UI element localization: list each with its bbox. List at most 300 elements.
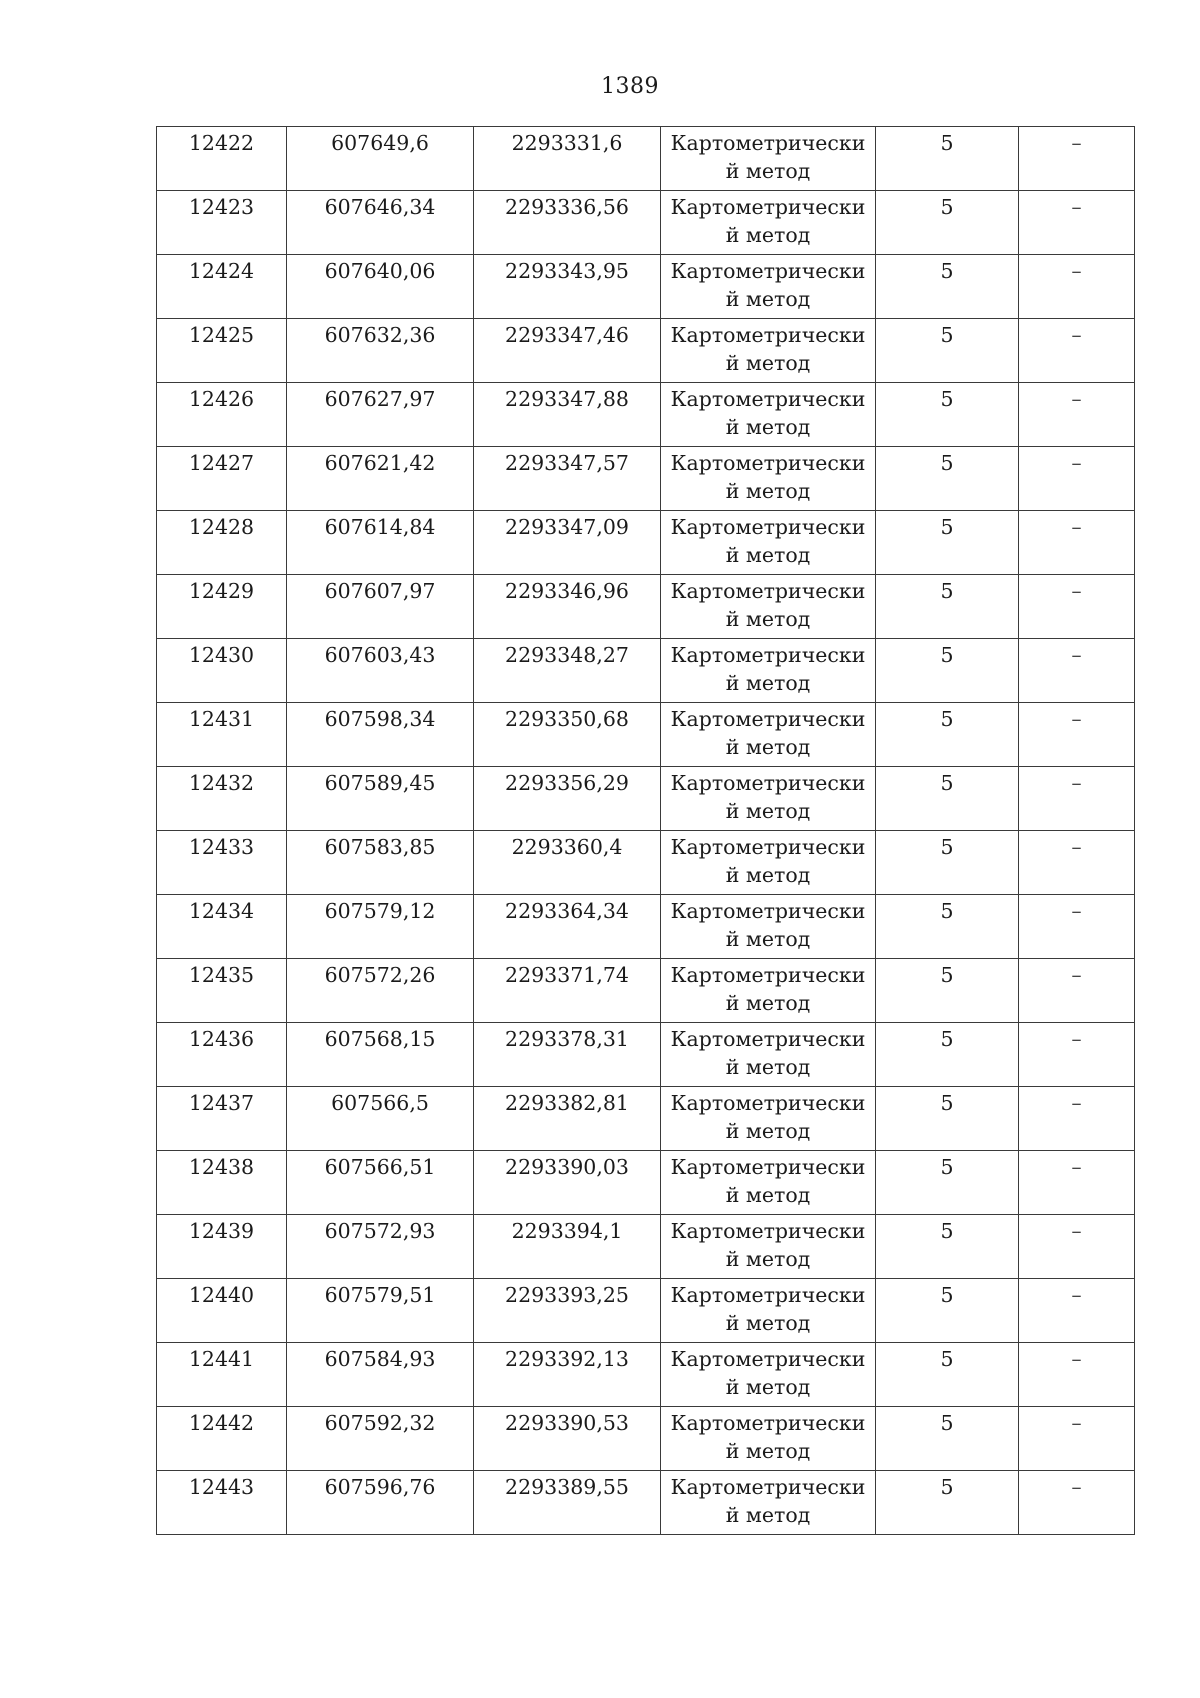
table-row — [157, 127, 1135, 191]
y-coordinate-cell — [474, 447, 661, 511]
point-number-value: 12433 — [188, 835, 255, 859]
accuracy-cell — [876, 447, 1019, 511]
x-coordinate-cell — [287, 1215, 474, 1279]
method-line2: й метод — [725, 351, 811, 375]
method-value: Картометрически — [670, 963, 866, 987]
y-coordinate-cell — [474, 831, 661, 895]
point-number-cell — [157, 1215, 287, 1279]
x-coordinate-value: 607596,76 — [324, 1475, 436, 1499]
point-number-value: 12431 — [188, 707, 255, 731]
method-value: Картометрически — [670, 1091, 866, 1115]
point-number-cell — [157, 1471, 287, 1535]
table-row — [157, 319, 1135, 383]
table-row — [157, 191, 1135, 255]
method-cell — [661, 1471, 876, 1535]
method-cell — [661, 319, 876, 383]
x-coordinate-cell — [287, 895, 474, 959]
table-row — [157, 639, 1135, 703]
point-number-cell — [157, 511, 287, 575]
accuracy-value: 5 — [940, 515, 954, 539]
y-coordinate-cell — [474, 1087, 661, 1151]
point-number-value: 12438 — [188, 1155, 255, 1179]
accuracy-cell — [876, 639, 1019, 703]
y-coordinate-value: 2293360,4 — [511, 835, 623, 859]
method-cell — [661, 767, 876, 831]
accuracy-value: 5 — [940, 835, 954, 859]
point-number-value: 12426 — [188, 387, 255, 411]
y-coordinate-cell — [474, 1279, 661, 1343]
accuracy-cell — [876, 1343, 1019, 1407]
method-cell — [661, 1151, 876, 1215]
x-coordinate-value: 607566,5 — [331, 1091, 429, 1115]
method-value: Картометрически — [670, 1155, 866, 1179]
x-coordinate-value: 607621,42 — [324, 451, 436, 475]
note-cell — [1019, 255, 1135, 319]
method-line2: й метод — [725, 479, 811, 503]
x-coordinate-cell — [287, 383, 474, 447]
method-line2: й метод — [725, 735, 811, 759]
y-coordinate-value: 2293347,09 — [505, 515, 629, 539]
accuracy-cell — [876, 1151, 1019, 1215]
method-line2: й метод — [725, 1503, 811, 1527]
note-value: – — [1071, 387, 1082, 411]
x-coordinate-cell — [287, 1087, 474, 1151]
accuracy-cell — [876, 831, 1019, 895]
x-coordinate-value: 607583,85 — [324, 835, 436, 859]
table-row — [157, 703, 1135, 767]
accuracy-cell — [876, 383, 1019, 447]
point-number-cell — [157, 191, 287, 255]
method-cell — [661, 1343, 876, 1407]
y-coordinate-value: 2293378,31 — [505, 1027, 629, 1051]
note-value: – — [1071, 1155, 1082, 1179]
method-line2: й метод — [725, 671, 811, 695]
y-coordinate-value: 2293393,25 — [505, 1283, 629, 1307]
note-value: – — [1071, 259, 1082, 283]
method-value: Картометрически — [670, 835, 866, 859]
note-cell — [1019, 767, 1135, 831]
x-coordinate-value: 607592,32 — [324, 1411, 436, 1435]
method-value: Картометрически — [670, 1475, 866, 1499]
method-cell — [661, 127, 876, 191]
method-line2: й метод — [725, 1247, 811, 1271]
x-coordinate-cell — [287, 959, 474, 1023]
note-cell — [1019, 703, 1135, 767]
x-coordinate-cell — [287, 127, 474, 191]
method-line2: й метод — [725, 1439, 811, 1463]
y-coordinate-cell — [474, 1023, 661, 1087]
point-number-cell — [157, 447, 287, 511]
y-coordinate-cell — [474, 1343, 661, 1407]
method-value: Картометрически — [670, 515, 866, 539]
accuracy-value: 5 — [940, 387, 954, 411]
y-coordinate-cell — [474, 127, 661, 191]
x-coordinate-cell — [287, 1151, 474, 1215]
method-cell — [661, 959, 876, 1023]
table-row — [157, 831, 1135, 895]
note-cell — [1019, 1279, 1135, 1343]
method-value: Картометрически — [670, 1283, 866, 1307]
point-number-cell — [157, 1023, 287, 1087]
method-line2: й метод — [725, 415, 811, 439]
note-value: – — [1071, 1283, 1082, 1307]
point-number-value: 12439 — [188, 1219, 255, 1243]
point-number-value: 12436 — [188, 1027, 255, 1051]
point-number-cell — [157, 639, 287, 703]
method-value: Картометрически — [670, 1347, 866, 1371]
point-number-value: 12430 — [188, 643, 255, 667]
note-cell — [1019, 319, 1135, 383]
y-coordinate-value: 2293346,96 — [505, 579, 629, 603]
note-cell — [1019, 575, 1135, 639]
method-cell — [661, 1215, 876, 1279]
note-cell — [1019, 1407, 1135, 1471]
point-number-value: 12424 — [188, 259, 255, 283]
method-value: Картометрически — [670, 259, 866, 283]
accuracy-cell — [876, 1279, 1019, 1343]
method-cell — [661, 511, 876, 575]
y-coordinate-value: 2293347,88 — [505, 387, 629, 411]
coordinates-table — [156, 126, 1135, 1535]
accuracy-cell — [876, 575, 1019, 639]
accuracy-cell — [876, 127, 1019, 191]
note-cell — [1019, 1151, 1135, 1215]
note-cell — [1019, 1343, 1135, 1407]
x-coordinate-value: 607649,6 — [331, 131, 429, 155]
point-number-cell — [157, 575, 287, 639]
accuracy-value: 5 — [940, 707, 954, 731]
accuracy-cell — [876, 319, 1019, 383]
note-cell — [1019, 639, 1135, 703]
method-value: Картометрически — [670, 1027, 866, 1051]
method-line2: й метод — [725, 799, 811, 823]
accuracy-value: 5 — [940, 1027, 954, 1051]
y-coordinate-cell — [474, 767, 661, 831]
method-cell — [661, 703, 876, 767]
table-row — [157, 1343, 1135, 1407]
method-cell — [661, 1087, 876, 1151]
note-value: – — [1071, 579, 1082, 603]
method-line2: й метод — [725, 159, 811, 183]
method-value: Картометрически — [670, 1219, 866, 1243]
x-coordinate-cell — [287, 703, 474, 767]
y-coordinate-cell — [474, 383, 661, 447]
table-row — [157, 767, 1135, 831]
y-coordinate-value: 2293394,1 — [511, 1219, 623, 1243]
y-coordinate-cell — [474, 191, 661, 255]
accuracy-cell — [876, 895, 1019, 959]
x-coordinate-value: 607566,51 — [324, 1155, 436, 1179]
method-cell — [661, 447, 876, 511]
method-line2: й метод — [725, 543, 811, 567]
method-value: Картометрически — [670, 899, 866, 923]
x-coordinate-value: 607572,93 — [324, 1219, 436, 1243]
x-coordinate-cell — [287, 1023, 474, 1087]
point-number-cell — [157, 767, 287, 831]
x-coordinate-cell — [287, 1279, 474, 1343]
method-cell — [661, 383, 876, 447]
point-number-value: 12440 — [188, 1283, 255, 1307]
table-row — [157, 447, 1135, 511]
point-number-cell — [157, 1343, 287, 1407]
accuracy-value: 5 — [940, 259, 954, 283]
method-cell — [661, 1023, 876, 1087]
x-coordinate-value: 607603,43 — [324, 643, 436, 667]
accuracy-cell — [876, 1471, 1019, 1535]
point-number-value: 12429 — [188, 579, 255, 603]
x-coordinate-cell — [287, 575, 474, 639]
method-value: Картометрически — [670, 323, 866, 347]
point-number-value: 12442 — [188, 1411, 255, 1435]
method-line2: й метод — [725, 1119, 811, 1143]
y-coordinate-cell — [474, 1407, 661, 1471]
y-coordinate-value: 2293364,34 — [505, 899, 629, 923]
page-number: 1389 — [601, 74, 659, 99]
method-line2: й метод — [725, 1055, 811, 1079]
x-coordinate-cell — [287, 511, 474, 575]
note-value: – — [1071, 131, 1082, 155]
method-cell — [661, 895, 876, 959]
y-coordinate-cell — [474, 575, 661, 639]
x-coordinate-value: 607589,45 — [324, 771, 436, 795]
point-number-cell — [157, 1087, 287, 1151]
table-row — [157, 1471, 1135, 1535]
note-cell — [1019, 191, 1135, 255]
note-cell — [1019, 895, 1135, 959]
method-cell — [661, 639, 876, 703]
note-cell — [1019, 1215, 1135, 1279]
note-value: – — [1071, 323, 1082, 347]
accuracy-cell — [876, 1023, 1019, 1087]
table-row — [157, 511, 1135, 575]
point-number-cell — [157, 255, 287, 319]
y-coordinate-cell — [474, 959, 661, 1023]
x-coordinate-value: 607646,34 — [324, 195, 436, 219]
y-coordinate-value: 2293348,27 — [505, 643, 629, 667]
method-value: Картометрически — [670, 451, 866, 475]
note-value: – — [1071, 835, 1082, 859]
table-row — [157, 1087, 1135, 1151]
note-value: – — [1071, 643, 1082, 667]
y-coordinate-value: 2293390,53 — [505, 1411, 629, 1435]
point-number-cell — [157, 127, 287, 191]
point-number-value: 12435 — [188, 963, 255, 987]
method-line2: й метод — [725, 1375, 811, 1399]
point-number-value: 12434 — [188, 899, 255, 923]
method-line2: й метод — [725, 607, 811, 631]
y-coordinate-value: 2293347,57 — [505, 451, 629, 475]
x-coordinate-value: 607607,97 — [324, 579, 436, 603]
coordinates-table-body — [157, 127, 1135, 1535]
table-row — [157, 1279, 1135, 1343]
accuracy-cell — [876, 255, 1019, 319]
method-value: Картометрически — [670, 131, 866, 155]
note-cell — [1019, 1471, 1135, 1535]
x-coordinate-value: 607640,06 — [324, 259, 436, 283]
accuracy-value: 5 — [940, 323, 954, 347]
y-coordinate-value: 2293350,68 — [505, 707, 629, 731]
y-coordinate-value: 2293336,56 — [505, 195, 629, 219]
note-value: – — [1071, 771, 1082, 795]
point-number-cell — [157, 1279, 287, 1343]
note-cell — [1019, 1087, 1135, 1151]
x-coordinate-cell — [287, 447, 474, 511]
method-cell — [661, 255, 876, 319]
method-value: Картометрически — [670, 387, 866, 411]
y-coordinate-value: 2293347,46 — [505, 323, 629, 347]
x-coordinate-value: 607627,97 — [324, 387, 436, 411]
y-coordinate-cell — [474, 895, 661, 959]
table-row — [157, 959, 1135, 1023]
y-coordinate-cell — [474, 1471, 661, 1535]
x-coordinate-value: 607572,26 — [324, 963, 436, 987]
point-number-value: 12423 — [188, 195, 255, 219]
table-row — [157, 383, 1135, 447]
accuracy-cell — [876, 1087, 1019, 1151]
accuracy-cell — [876, 703, 1019, 767]
accuracy-value: 5 — [940, 899, 954, 923]
x-coordinate-value: 607579,12 — [324, 899, 436, 923]
method-cell — [661, 191, 876, 255]
table-row — [157, 1151, 1135, 1215]
point-number-cell — [157, 1407, 287, 1471]
note-cell — [1019, 511, 1135, 575]
table-row — [157, 1407, 1135, 1471]
accuracy-value: 5 — [940, 195, 954, 219]
x-coordinate-cell — [287, 1471, 474, 1535]
point-number-cell — [157, 1151, 287, 1215]
x-coordinate-cell — [287, 831, 474, 895]
note-value: – — [1071, 1027, 1082, 1051]
method-cell — [661, 1279, 876, 1343]
y-coordinate-value: 2293389,55 — [505, 1475, 629, 1499]
accuracy-value: 5 — [940, 1347, 954, 1371]
y-coordinate-cell — [474, 639, 661, 703]
method-value: Картометрически — [670, 771, 866, 795]
accuracy-value: 5 — [940, 1283, 954, 1307]
note-cell — [1019, 383, 1135, 447]
y-coordinate-value: 2293392,13 — [505, 1347, 629, 1371]
x-coordinate-value: 607598,34 — [324, 707, 436, 731]
point-number-cell — [157, 895, 287, 959]
x-coordinate-cell — [287, 1407, 474, 1471]
accuracy-value: 5 — [940, 1155, 954, 1179]
accuracy-cell — [876, 959, 1019, 1023]
method-line2: й метод — [725, 863, 811, 887]
note-value: – — [1071, 1411, 1082, 1435]
method-cell — [661, 831, 876, 895]
y-coordinate-cell — [474, 255, 661, 319]
point-number-cell — [157, 383, 287, 447]
accuracy-value: 5 — [940, 1411, 954, 1435]
note-value: – — [1071, 963, 1082, 987]
y-coordinate-cell — [474, 1215, 661, 1279]
x-coordinate-cell — [287, 767, 474, 831]
y-coordinate-cell — [474, 703, 661, 767]
accuracy-cell — [876, 511, 1019, 575]
point-number-value: 12443 — [188, 1475, 255, 1499]
accuracy-value: 5 — [940, 1475, 954, 1499]
point-number-value: 12437 — [188, 1091, 255, 1115]
method-value: Картометрически — [670, 195, 866, 219]
y-coordinate-value: 2293331,6 — [511, 131, 623, 155]
point-number-value: 12441 — [188, 1347, 255, 1371]
table-row — [157, 1023, 1135, 1087]
method-cell — [661, 1407, 876, 1471]
table-row — [157, 255, 1135, 319]
y-coordinate-value: 2293371,74 — [505, 963, 629, 987]
y-coordinate-value: 2293382,81 — [505, 1091, 629, 1115]
accuracy-cell — [876, 191, 1019, 255]
x-coordinate-value: 607614,84 — [324, 515, 436, 539]
accuracy-value: 5 — [940, 643, 954, 667]
x-coordinate-value: 607584,93 — [324, 1347, 436, 1371]
y-coordinate-cell — [474, 319, 661, 383]
note-value: – — [1071, 1219, 1082, 1243]
accuracy-value: 5 — [940, 1091, 954, 1115]
method-line2: й метод — [725, 991, 811, 1015]
method-value: Картометрически — [670, 643, 866, 667]
note-cell — [1019, 1023, 1135, 1087]
method-line2: й метод — [725, 287, 811, 311]
note-cell — [1019, 831, 1135, 895]
method-value: Картометрически — [670, 707, 866, 731]
accuracy-cell — [876, 1407, 1019, 1471]
point-number-value: 12427 — [188, 451, 255, 475]
note-value: – — [1071, 195, 1082, 219]
point-number-value: 12432 — [188, 771, 255, 795]
y-coordinate-value: 2293343,95 — [505, 259, 629, 283]
note-value: – — [1071, 899, 1082, 923]
method-line2: й метод — [725, 1183, 811, 1207]
x-coordinate-cell — [287, 319, 474, 383]
accuracy-cell — [876, 767, 1019, 831]
accuracy-value: 5 — [940, 771, 954, 795]
note-value: – — [1071, 707, 1082, 731]
note-value: – — [1071, 515, 1082, 539]
note-value: – — [1071, 1091, 1082, 1115]
accuracy-value: 5 — [940, 963, 954, 987]
x-coordinate-value: 607568,15 — [324, 1027, 436, 1051]
y-coordinate-cell — [474, 511, 661, 575]
point-number-cell — [157, 703, 287, 767]
accuracy-value: 5 — [940, 1219, 954, 1243]
note-cell — [1019, 127, 1135, 191]
note-cell — [1019, 959, 1135, 1023]
table-row — [157, 575, 1135, 639]
point-number-value: 12422 — [188, 131, 255, 155]
x-coordinate-cell — [287, 639, 474, 703]
note-value: – — [1071, 1475, 1082, 1499]
note-value: – — [1071, 451, 1082, 475]
method-line2: й метод — [725, 927, 811, 951]
point-number-value: 12425 — [188, 323, 255, 347]
method-cell — [661, 575, 876, 639]
accuracy-cell — [876, 1215, 1019, 1279]
x-coordinate-cell — [287, 255, 474, 319]
method-value: Картометрически — [670, 1411, 866, 1435]
x-coordinate-value: 607579,51 — [324, 1283, 436, 1307]
table-row — [157, 895, 1135, 959]
note-cell — [1019, 447, 1135, 511]
note-value: – — [1071, 1347, 1082, 1371]
point-number-value: 12428 — [188, 515, 255, 539]
accuracy-value: 5 — [940, 131, 954, 155]
accuracy-value: 5 — [940, 451, 954, 475]
x-coordinate-value: 607632,36 — [324, 323, 436, 347]
point-number-cell — [157, 319, 287, 383]
method-line2: й метод — [725, 1311, 811, 1335]
